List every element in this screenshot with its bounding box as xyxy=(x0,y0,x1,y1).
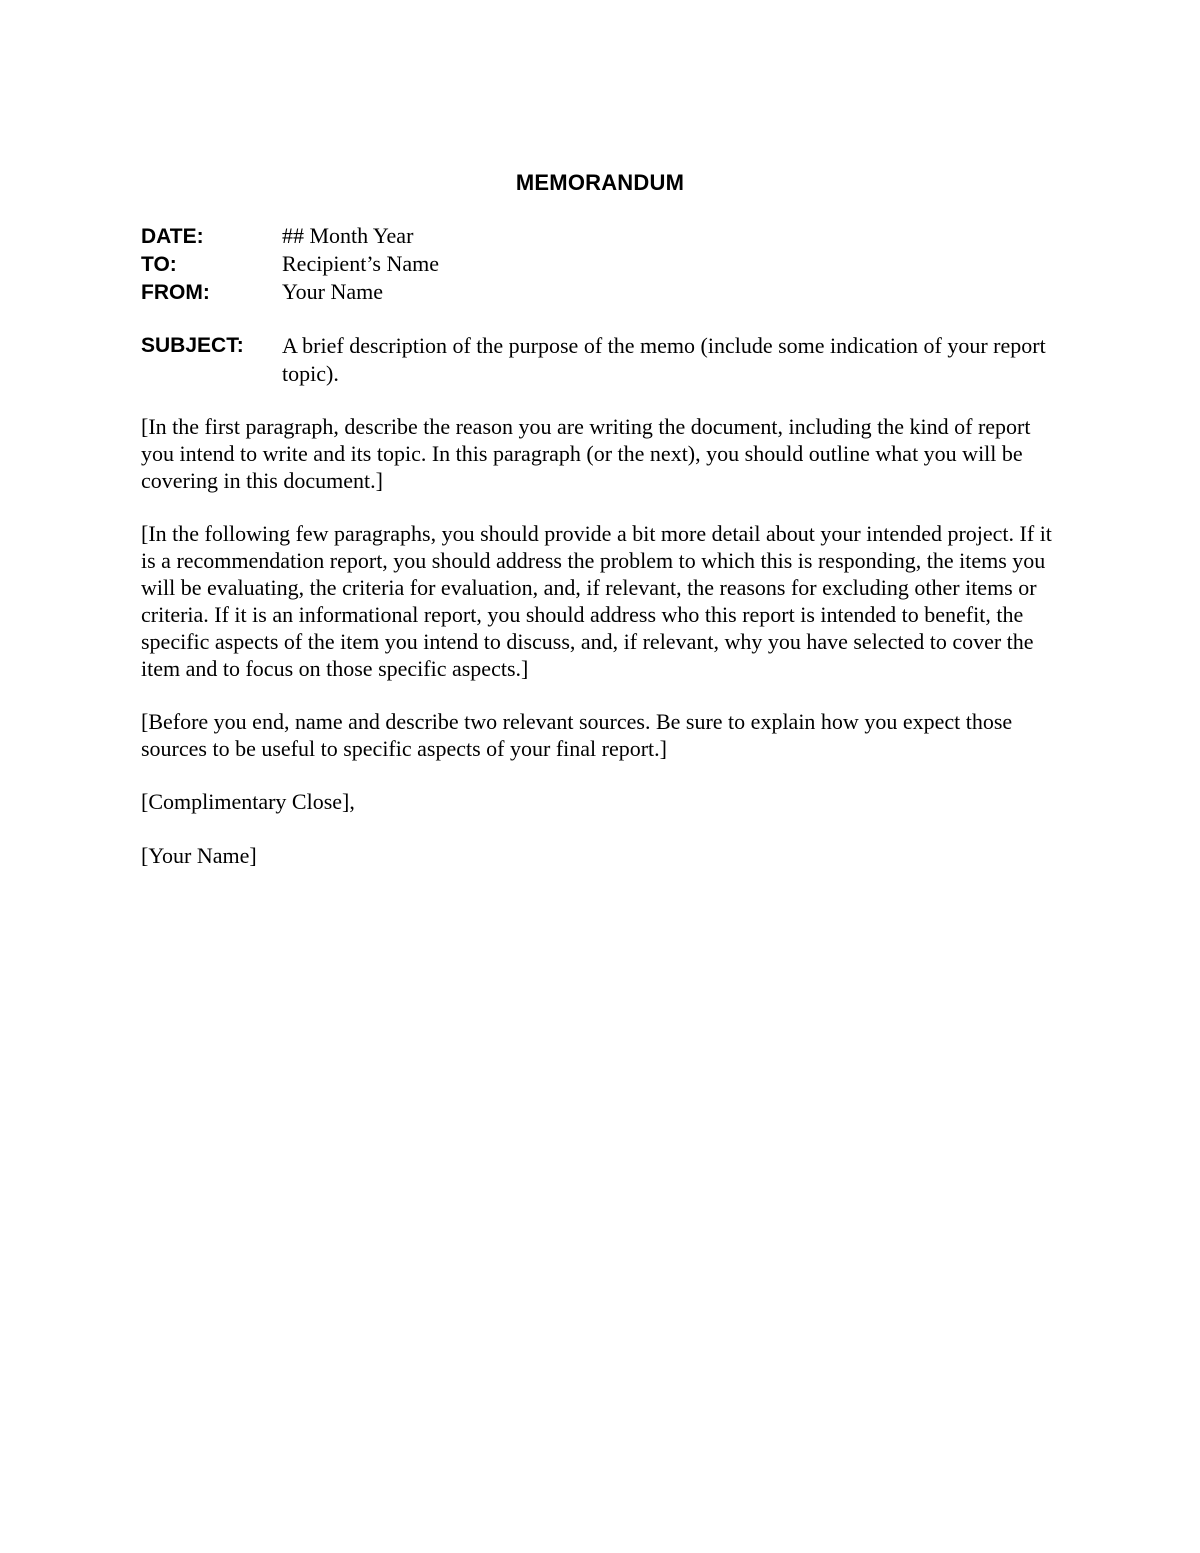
signature-name: [Your Name] xyxy=(141,843,257,868)
memo-title: MEMORANDUM xyxy=(515,170,685,195)
date-label: DATE: xyxy=(141,225,204,248)
subject-text: A brief description of the purpose of the memo (include some indication of your report topic). xyxy=(282,333,1046,386)
body-paragraph-1: [In the first paragraph, describe the reason you are writing the document, including the kind of report you intend to write and its topic. In this paragraph (or the next), you should outline what you will be covering in this document.] xyxy=(141,414,1031,493)
to-value: Recipient’s Name xyxy=(282,251,440,276)
date-row xyxy=(141,222,1061,250)
memo-header xyxy=(141,222,1061,306)
subject-row xyxy=(141,332,1061,388)
to-row xyxy=(141,250,1061,278)
complimentary-close: [Complimentary Close], xyxy=(141,789,355,814)
subject-label: SUBJECT: xyxy=(141,334,244,357)
memo-body xyxy=(141,413,1061,895)
to-label: TO: xyxy=(141,253,177,276)
from-label: FROM: xyxy=(141,281,210,304)
body-paragraph-3: [Before you end, name and describe two relevant sources. Be sure to explain how you expect those sources to be useful to specific aspects of your final report.] xyxy=(141,709,1013,761)
from-row xyxy=(141,278,1061,306)
date-value: ## Month Year xyxy=(282,223,414,248)
from-value: Your Name xyxy=(282,279,384,304)
body-paragraph-2: [In the following few paragraphs, you should provide a bit more detail about your intended project. If it is a recommendation report, you should address the problem to which this is responding, the items you will be evaluating, the criteria for evaluation, and, if relevant, the reasons for excluding other items or criteria. If it is an informational report, you should address who this report is intended to benefit, the specific aspects of the item you intend to discuss, and, if relevant, why you have selected to cover the item and to focus on those specific aspects.] xyxy=(141,521,1052,681)
